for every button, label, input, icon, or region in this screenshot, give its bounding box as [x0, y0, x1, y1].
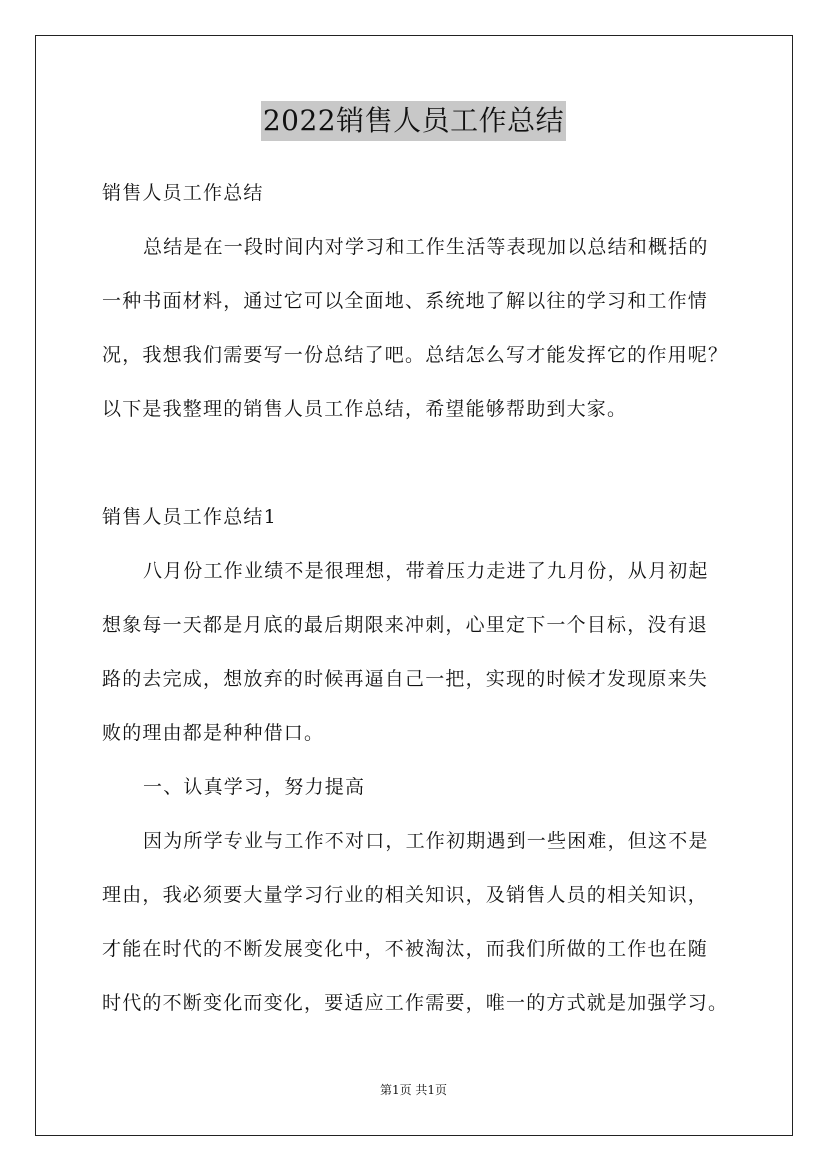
point-heading: 一、认真学习，努力提高 — [143, 776, 366, 798]
document-subtitle: 销售人员工作总结 — [102, 182, 264, 204]
section-heading: 销售人员工作总结1 — [102, 506, 277, 528]
paragraph-line: 理由，我必须要大量学习行业的相关知识，及销售人员的相关知识， — [102, 884, 709, 906]
intro-line: 一种书面材料，通过它可以全面地、系统地了解以往的学习和工作情 — [102, 290, 709, 312]
title-container — [0, 101, 827, 141]
intro-line: 况，我想我们需要写一份总结了吧。总结怎么写才能发挥它的作用呢？ — [102, 344, 729, 366]
page-number: 第1页 共1页 — [379, 1083, 448, 1097]
document-title: 2022销售人员工作总结 — [261, 101, 566, 141]
paragraph-line: 想象每一天都是月底的最后期限来冲刺，心里定下一个目标，没有退 — [102, 614, 709, 636]
paragraph-line: 路的去完成，想放弃的时候再逼自己一把，实现的时候才发现原来失 — [102, 668, 709, 690]
paragraph-line: 时代的不断变化而变化，要适应工作需要，唯一的方式就是加强学习。 — [102, 992, 729, 1014]
paragraph-line: 败的理由都是种种借口。 — [102, 722, 325, 744]
paragraph-line: 八月份工作业绩不是很理想，带着压力走进了九月份，从月初起 — [143, 560, 709, 582]
intro-line: 以下是我整理的销售人员工作总结，希望能够帮助到大家。 — [102, 398, 628, 420]
paragraph-line: 因为所学专业与工作不对口，工作初期遇到一些困难，但这不是 — [143, 830, 709, 852]
paragraph-line: 才能在时代的不断发展变化中，不被淘汰，而我们所做的工作也在随 — [102, 938, 709, 960]
intro-line: 总结是在一段时间内对学习和工作生活等表现加以总结和概括的 — [143, 236, 709, 258]
